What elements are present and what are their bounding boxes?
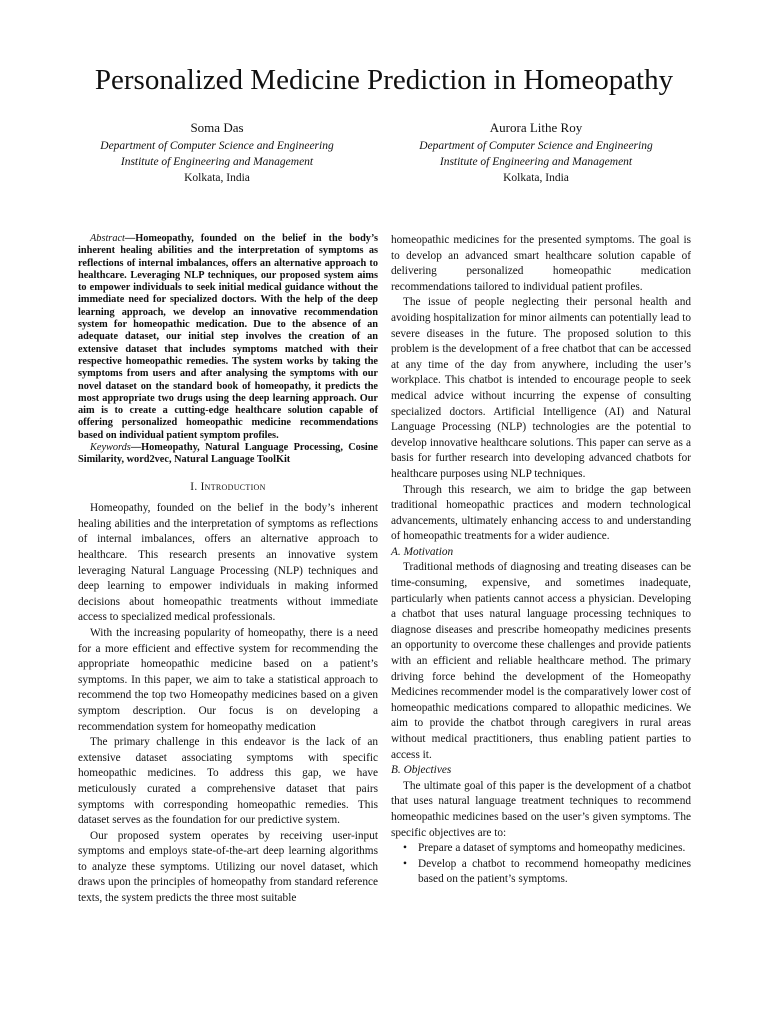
author-block-2 — [371, 118, 701, 186]
author-institute: Institute of Engineering and Management — [120, 156, 314, 168]
subsection-heading-objectives: B. Objectives — [391, 764, 452, 777]
bullet-icon: • — [403, 842, 407, 855]
author-institute: Institute of Engineering and Management — [439, 156, 633, 168]
author-department: Department of Computer Science and Engineering — [419, 140, 653, 152]
abstract-text: —Homeopathy, founded on the belief in the body’s inherent healing abilities and the interpretation of symptoms as reflections of internal imbalances, offers an alternative approach to healthcare. Leveraging NLP techniques, our proposed system aims to empower individuals to seek initial medical guidance without the immediate need for specialized doctors. With the help of the deep learning approach, we develop an innovative recommendation system for homeopathic medication. Due to the absence of an adequate dataset, our initial step involves the creation of an extensive dataset that includes symptoms matched with their respective homeopathic remedies. The system works by taking the symptoms from users and after analysing the symptoms with our novel dataset on the standard book of homeopathy, it predicts the most appropriate two drugs using the deep learning approach. Our aim is to create a cutting-edge healthcare solution capable of offering personalized homeopathic medicine recommendations based on individual patient symptom profiles. — [78, 233, 378, 441]
bullet-icon: • — [403, 857, 407, 870]
subsection-heading-motivation: A. Motivation — [391, 545, 454, 558]
intro-paragraph-continuation: homeopathic medicines for the presented symptoms. The goal is to develop an advanced smart healthcare solution capable of delivering personalized homeopathic medication recommendations tailored to individual patient profiles. — [391, 234, 691, 293]
abstract-label: Abstract — [90, 233, 125, 244]
keywords — [78, 442, 378, 467]
keywords-label: Keywords — [90, 442, 131, 454]
intro-paragraph: The primary challenge in this endeavor is the lack of an extensive dataset associating symptoms with specific homeopathic medicines. To address this gap, we have meticulously curated a comprehensive dataset that pairs symptoms with corresponding homeopathic remedies. This dataset serves as the foundation for our predictive system. — [78, 736, 378, 827]
author-name: Aurora Lithe Roy — [489, 120, 583, 135]
abstract — [78, 233, 378, 442]
right-column — [391, 233, 691, 888]
section-heading-introduction: I. Introduction — [190, 480, 266, 493]
objectives-list — [391, 841, 691, 888]
author-block-1 — [52, 118, 382, 186]
intro-paragraph: Through this research, we aim to bridge the gap between traditional homeopathic practices and modern technological advancements, ultimately enhancing access to and understanding of homeopathic treatments for a wider audience. — [391, 483, 691, 543]
intro-paragraph: The issue of people neglecting their personal health and avoiding hospitalization for minor ailments can potentially lead to severe diseases in the future. The proposed solution to this problem is the development of a free chatbot that can be accessed at any time of the day from anywhere, including the user’s workplace. This chatbot is intended to encourage people to seek medical advice without incurring the expense of consulting specialized doctors. Artificial Intelligence (AI) and Natural Language Processing (NLP) technologies are the potential to develop innovative healthcare solutions. This paper can serve as a basis for further research into developing advanced chatbots for healthcare purposes using NLP techniques. — [391, 296, 691, 480]
motivation-paragraph: Traditional methods of diagnosing and treating diseases can be time-consuming, expensive, and sometimes inadequate, particularly when patients cannot access a physician. Developing a chatbot that uses natural language processing techniques to diagnose diseases and prescribe homeopathy medicines presents an opportunity to overcome these challenges and provide patients with an efficient and reliable healthcare method. The primary driving force behind the development of the Homeopathy Medicines recommender model is the comparatively lower cost of homeopathic medications compared to allopathic medicines. We aim to provide the chatbot through caregivers in rural areas without medical practitioners, thus enabling patient parties to access it. — [391, 561, 691, 761]
intro-paragraph: With the increasing popularity of homeopathy, there is a need for a more efficient and effective system for recommending the appropriate homeopathic medicine based on a patient’s symptoms. In this paper, we aim to take a statistical approach to recommend the top two Homeopathy medicines based on a given symptom description. Our focus is on developing a recommendation system for homeopathy medication — [78, 626, 378, 733]
left-column — [78, 233, 378, 907]
paper-title: Personalized Medicine Prediction in Homeopathy — [94, 64, 674, 96]
objectives-paragraph: The ultimate goal of this paper is the development of a chatbot that uses natural language treatment techniques to recommend homeopathic medicines based on the user’s given symptoms. The specific objectives are to: — [391, 779, 691, 839]
list-item: • Develop a chatbot to recommend homeopathy medicines based on the patient’s symptoms. — [403, 857, 691, 886]
keywords-text: —Homeopathy, Natural Language Processing, Cosine Similarity, word2vec, Natural Language ToolKit — [78, 442, 378, 466]
author-department: Department of Computer Science and Engineering — [100, 140, 334, 152]
intro-paragraph: Homeopathy, founded on the belief in the body’s inherent healing abilities and the interpretation of symptoms as reflections of internal imbalances, offers an alternative approach to healthcare. This research presents an innovative system leveraging Natural Language Processing (NLP) techniques and deep learning to empower individuals in making informed decisions about homeopathic treatments without immediate access to specialized medical professionals. — [78, 502, 378, 624]
author-location: Kolkata, India — [184, 172, 250, 184]
author-location: Kolkata, India — [503, 172, 569, 184]
list-item: • Prepare a dataset of symptoms and homeopathy medicines. — [391, 841, 691, 857]
author-name: Soma Das — [190, 120, 244, 135]
intro-paragraph-continued: Our proposed system operates by receiving user-input symptoms and employs state-of-the-art deep learning algorithms to analyze these symptoms. Utilizing our novel dataset, which draws upon the principles of homeopathy from standard reference texts, the system predicts the three most suitable — [78, 829, 378, 905]
